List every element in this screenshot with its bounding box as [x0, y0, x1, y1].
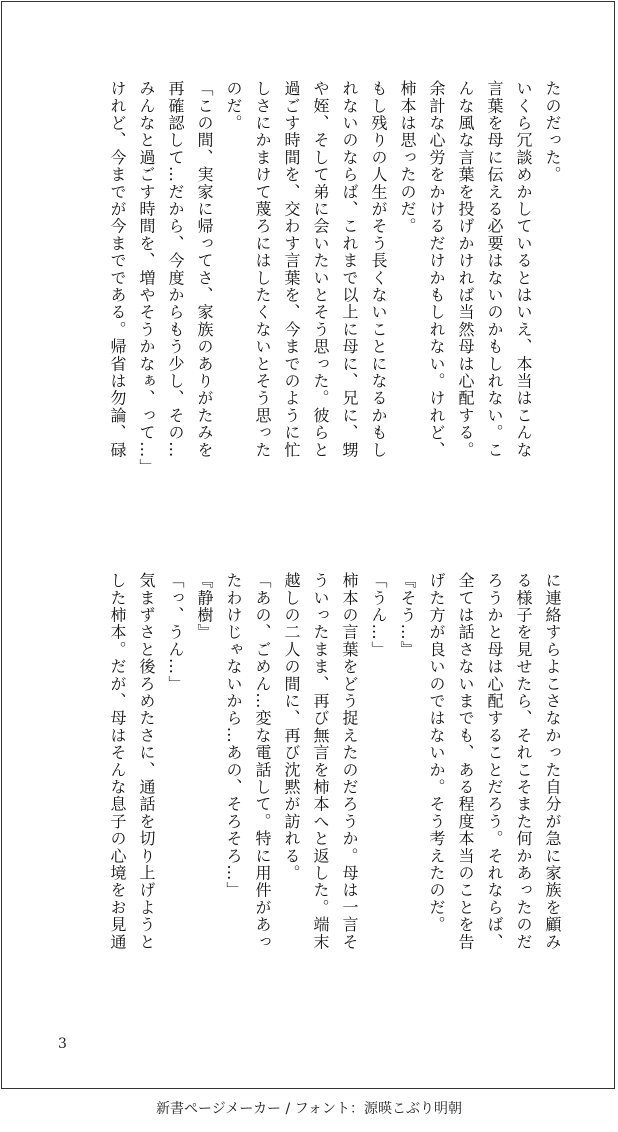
text-line: 全ては話さないまでも、ある程度本当のことを告 [456, 572, 475, 951]
text-line: げた方が良いのではないか。そう考えたのだ。 [427, 572, 446, 934]
text-line: しさにかまけて蔑ろにはしたくないとそう思った [253, 80, 272, 459]
text-line: 越しの二人の間に、再び沈黙が訪れる。 [282, 572, 301, 882]
text-line: 『静樹』 [195, 572, 214, 641]
text-line: ういったまま、再び無言を柿本へと返した。端末 [311, 572, 330, 951]
text-line: る様子を見せたら、それこそまた何かあったのだ [514, 572, 533, 951]
text-line: 『そう…』 [398, 572, 417, 658]
text-line: 「っ、うん…」 [166, 572, 185, 693]
text-line: 過ごす時間を、交わす言葉を、今までのように忙 [282, 80, 301, 459]
text-line: けれど、今までが今までである。帰省は勿論、碌 [108, 80, 127, 459]
text-line: 「うん…」 [369, 572, 388, 658]
text-line: した柿本。だが、母はそんな息子の心境をお見通 [108, 572, 127, 951]
text-line: 「この間、実家に帰ってさ、家族のありがたみを [195, 80, 214, 459]
lower-text-block [45, 572, 567, 982]
upper-text-block [45, 80, 567, 512]
book-page [1, 1, 615, 1089]
text-line: れないのならば、これまで以上に母に、兄に、甥 [340, 80, 359, 459]
text-line: いくら冗談めかしているとはいえ、本当はこんな [514, 80, 533, 459]
text-line: のだ。 [224, 80, 243, 132]
text-line: 気まずさと後ろめたさに、通話を切り上げようと [137, 572, 156, 951]
text-line: 柿本の言葉をどう捉えたのだろうか。母は一言そ [340, 572, 359, 951]
text-line: に連絡すらよこさなかった自分が急に家族を顧み [543, 572, 562, 951]
page-number: 3 [58, 1036, 67, 1052]
text-line: や姪、そして弟に会いたいとそう思った。彼らと [311, 80, 330, 459]
text-line: たわけじゃないから…あの、そろそろ…」 [224, 572, 243, 899]
text-line: みんなと過ごす時間を、増やそうかなぁ、って…」 [137, 80, 156, 476]
text-line: ろうかと母は心配することだろう。それならば、 [485, 572, 504, 951]
text-line: 余計な心労をかけるだけかもしれない。けれど、 [427, 80, 446, 459]
text-line: んな風な言葉を投げかければ当然母は心配する。 [456, 80, 475, 459]
footer-credit: 新書ページメーカー / フォント：源暎こぶり明朝 [156, 1101, 462, 1117]
text-line: 再確認して…だから、今度からもう少し、その… [166, 80, 185, 459]
text-line: 「あの、ごめん…変な電話して。特に用件があっ [253, 572, 272, 951]
text-line: たのだった。 [543, 80, 562, 184]
text-line: 言葉を母に伝える必要はないのかもしれない。こ [485, 80, 504, 459]
text-line: もし残りの人生がそう長くないことになるかもし [369, 80, 388, 459]
text-line: 柿本は思ったのだ。 [398, 80, 417, 235]
